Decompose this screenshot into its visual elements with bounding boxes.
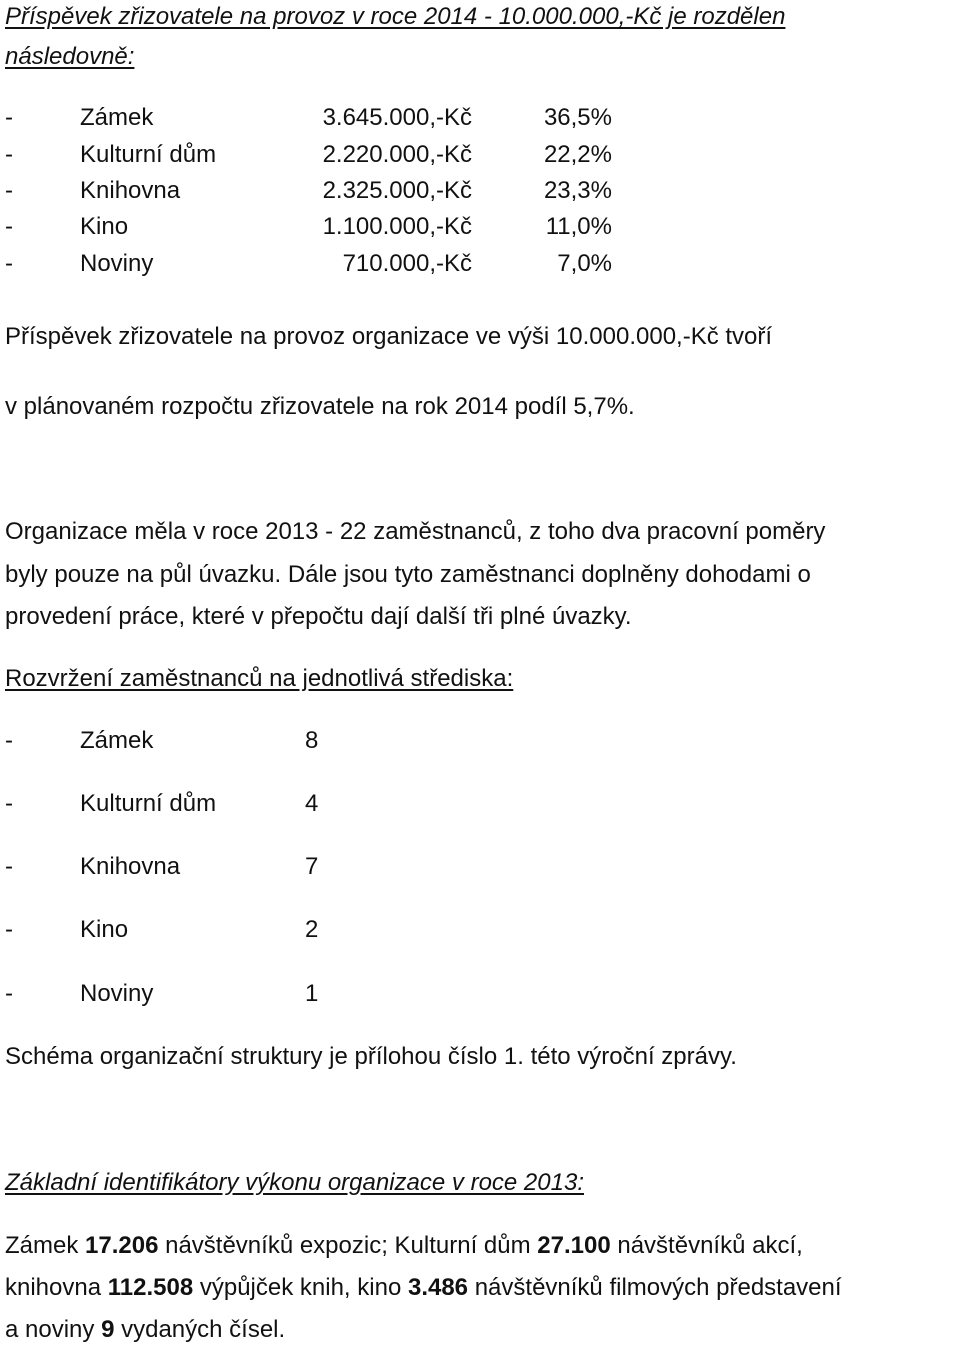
contribution-paragraph-line2: v plánovaném rozpočtu zřizovatele na rok 2014 podíl 5,7%.: [5, 393, 635, 420]
budget-row-amount: 710.000,-Kč: [342, 250, 472, 277]
staff-row-count: 1: [305, 980, 319, 1007]
indicator-value: 9: [101, 1316, 115, 1343]
budget-heading-line1: Příspěvek zřizovatele na provoz v roce 2014 - 10.000.000,-Kč je rozdělen: [5, 3, 786, 30]
budget-row-percent: 36,5%: [543, 104, 612, 131]
list-dash: -: [5, 790, 13, 817]
indicator-text: návštěvníků filmových představení: [468, 1274, 842, 1301]
budget-row-amount: 2.220.000,-Kč: [322, 141, 472, 168]
staff-paragraph-line2: byly pouze na půl úvazku. Dále jsou tyto zaměstnanci doplněny dohodami o: [5, 561, 811, 588]
indicator-text: výpůjček knih, kino: [193, 1274, 408, 1301]
budget-row-percent: 11,0%: [545, 213, 612, 240]
indicator-value: 17.206: [85, 1232, 159, 1259]
indicators-line1: [5, 1231, 803, 1261]
budget-row-name: Noviny: [80, 250, 154, 277]
indicator-text: vydaných čísel.: [114, 1316, 286, 1343]
staff-paragraph-line1: Organizace měla v roce 2013 - 22 zaměstnanců, z toho dva pracovní poměry: [5, 518, 826, 545]
indicator-value: 27.100: [537, 1232, 611, 1259]
list-dash: -: [5, 250, 13, 277]
list-dash: -: [5, 980, 13, 1007]
indicator-text: knihovna: [5, 1274, 108, 1301]
staff-row-name: Zámek: [80, 727, 154, 754]
budget-row-name: Kino: [80, 213, 129, 240]
list-dash: -: [5, 104, 13, 131]
staff-paragraph-line3: provedení práce, které v přepočtu dají další tři plné úvazky.: [5, 603, 632, 630]
staff-row-name: Noviny: [80, 980, 154, 1007]
indicators-line2: [5, 1273, 842, 1303]
staff-row-count: 8: [305, 727, 319, 754]
list-dash: -: [5, 213, 13, 240]
budget-heading-line2: následovně:: [5, 43, 135, 70]
indicator-text: a noviny: [5, 1316, 102, 1343]
staff-row-name: Kino: [80, 916, 129, 943]
budget-row-amount: 3.645.000,-Kč: [322, 104, 472, 131]
indicators-line3: [5, 1315, 285, 1345]
budget-row-percent: 23,3%: [543, 177, 612, 204]
budget-row-name: Zámek: [80, 104, 154, 131]
budget-row-name: Knihovna: [80, 177, 181, 204]
list-dash: -: [5, 141, 13, 168]
budget-row-percent: 22,2%: [543, 141, 612, 168]
list-dash: -: [5, 916, 13, 943]
indicator-value: 3.486: [407, 1274, 469, 1301]
indicator-value: 112.508: [107, 1274, 194, 1301]
org-structure-note: Schéma organizační struktury je přílohou číslo 1. této výroční zprávy.: [5, 1043, 737, 1070]
indicator-text: návštěvníků akcí,: [610, 1232, 803, 1259]
indicator-text: Zámek: [5, 1232, 86, 1259]
staff-row-count: 4: [305, 790, 319, 817]
list-dash: -: [5, 177, 13, 204]
budget-row-amount: 2.325.000,-Kč: [322, 177, 472, 204]
indicator-text: návštěvníků expozic; Kulturní dům: [158, 1232, 538, 1259]
staff-distribution-heading: Rozvržení zaměstnanců na jednotlivá střediska:: [5, 665, 514, 692]
list-dash: -: [5, 727, 13, 754]
list-dash: -: [5, 853, 13, 880]
staff-row-count: 2: [305, 916, 319, 943]
budget-row-amount: 1.100.000,-Kč: [322, 213, 472, 240]
budget-row-percent: 7,0%: [557, 250, 612, 277]
indicators-heading: Základní identifikátory výkonu organizace v roce 2013:: [5, 1169, 584, 1196]
budget-row-name: Kulturní dům: [80, 141, 217, 168]
staff-row-name: Knihovna: [80, 853, 181, 880]
staff-row-name: Kulturní dům: [80, 790, 217, 817]
contribution-paragraph-line1: Příspěvek zřizovatele na provoz organizace ve výši 10.000.000,-Kč tvoří: [5, 323, 773, 350]
staff-row-count: 7: [305, 853, 319, 880]
